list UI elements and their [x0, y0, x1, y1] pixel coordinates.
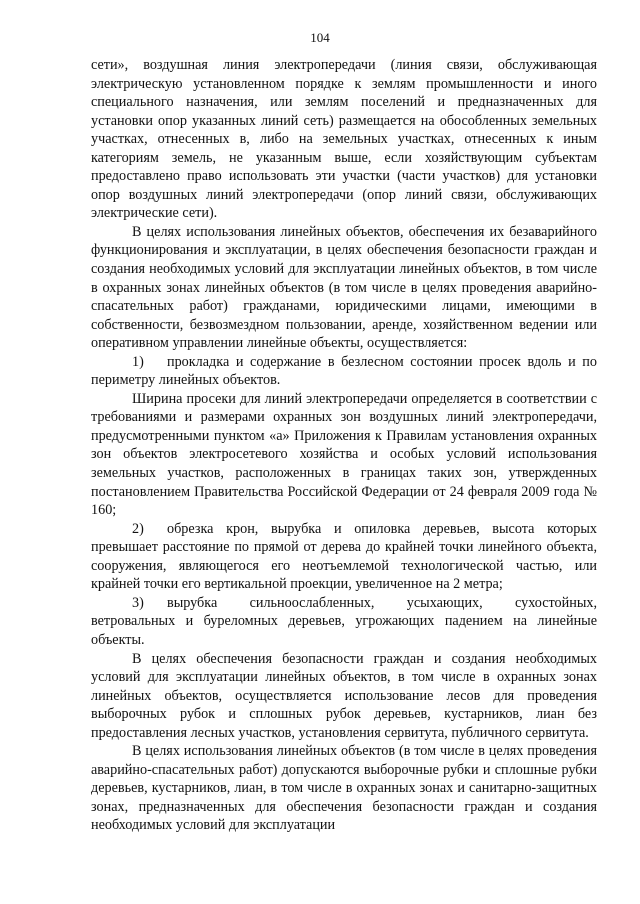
paragraph: В целях использования линейных объектов, обеспечения их безаварийного функционирования и эксплуатации, в целях обеспечения безопасности граждан и создания необходимых условий для эксплуатации линейных объектов, в том числе в охранных зонах линейных объектов (в том числе в целях проведения аварийно-спасательных работ) гражданами, юридическими лицами, имеющими в собственности, безвозмездном пользовании, аренде, хозяйственном ведении или оперативном управлении линейные объекты, осуществляется:	[91, 223, 597, 352]
document-body	[91, 56, 597, 835]
paragraph: Ширина просеки для линий электропередачи определяется в соответствии с требованиями и размерами охранных зон воздушных линий электропередачи, предусмотренными пунктом «а» Приложения к Правилам установления охранных зон объектов электросетевого хозяйства и особых условий использования земельных участков, расположенных в границах таких зон, утвержденных постановлением Правительства Российской Федерации от 24 февраля 2009 года № 160;	[91, 390, 597, 519]
list-number: 3)	[132, 594, 144, 611]
list-item-text: вырубка сильноослабленных, усыхающих, сухостойных, ветровальных и буреломных деревьев, угрожающих падением на линейные объекты.	[91, 594, 597, 648]
list-number: 1)	[132, 353, 144, 370]
list-number: 2)	[132, 520, 144, 537]
paragraph-continuation: сети», воздушная линия электропередачи (линия связи, обслуживающая электрическую установленном порядке к землям промышленности и иного специального назначения, или землям поселений и предназначенных для установки опор указанных линий сеть) размещается на обособленных земельных участках, отнесенных в, либо на земельных участках, отнесенных к иным категориям земель, не указанным выше, если хозяйствующим субъектам предоставлено право использовать эти участки (части участков) для установки опор воздушных линий электропередачи (опор линий связи, обслуживающих электрические сети).	[91, 57, 597, 222]
page-number: 104	[310, 30, 330, 45]
list-item-text: обрезка крон, вырубка и опиловка деревьев, высота которых превышает расстояние по прямой от дерева до крайней точки линейного объекта, сооружения, являющегося его неотъемлемой технологической частью, или крайней точки его вертикальной проекции, увеличенное на 2 метра;	[91, 520, 597, 593]
list-item-text: прокладка и содержание в безлесном состоянии просек вдоль и по периметру линейных объектов.	[91, 353, 597, 389]
list-item-3	[91, 594, 597, 650]
paragraph: В целях использования линейных объектов (в том числе в целях проведения аварийно-спасательных работ) допускаются выборочные рубки и сплошные рубки деревьев, кустарников, лиан, в том числе в охранных зонах и санитарно-защитных зонах, предназначенных для обеспечения безопасности граждан и создания необходимых условий для эксплуатации	[91, 743, 597, 834]
list-item-1	[91, 353, 597, 390]
list-item-2	[91, 520, 597, 594]
paragraph: В целях обеспечения безопасности граждан и создания необходимых условий для эксплуатации линейных объектов, в том числе в охранных зонах линейных объектов, осуществляется использование лесов для проведения выборочных рубок и сплошных рубок деревьев, кустарников, лиан без предоставления лесных участков, установления сервитута, публичного сервитута.	[91, 650, 597, 741]
